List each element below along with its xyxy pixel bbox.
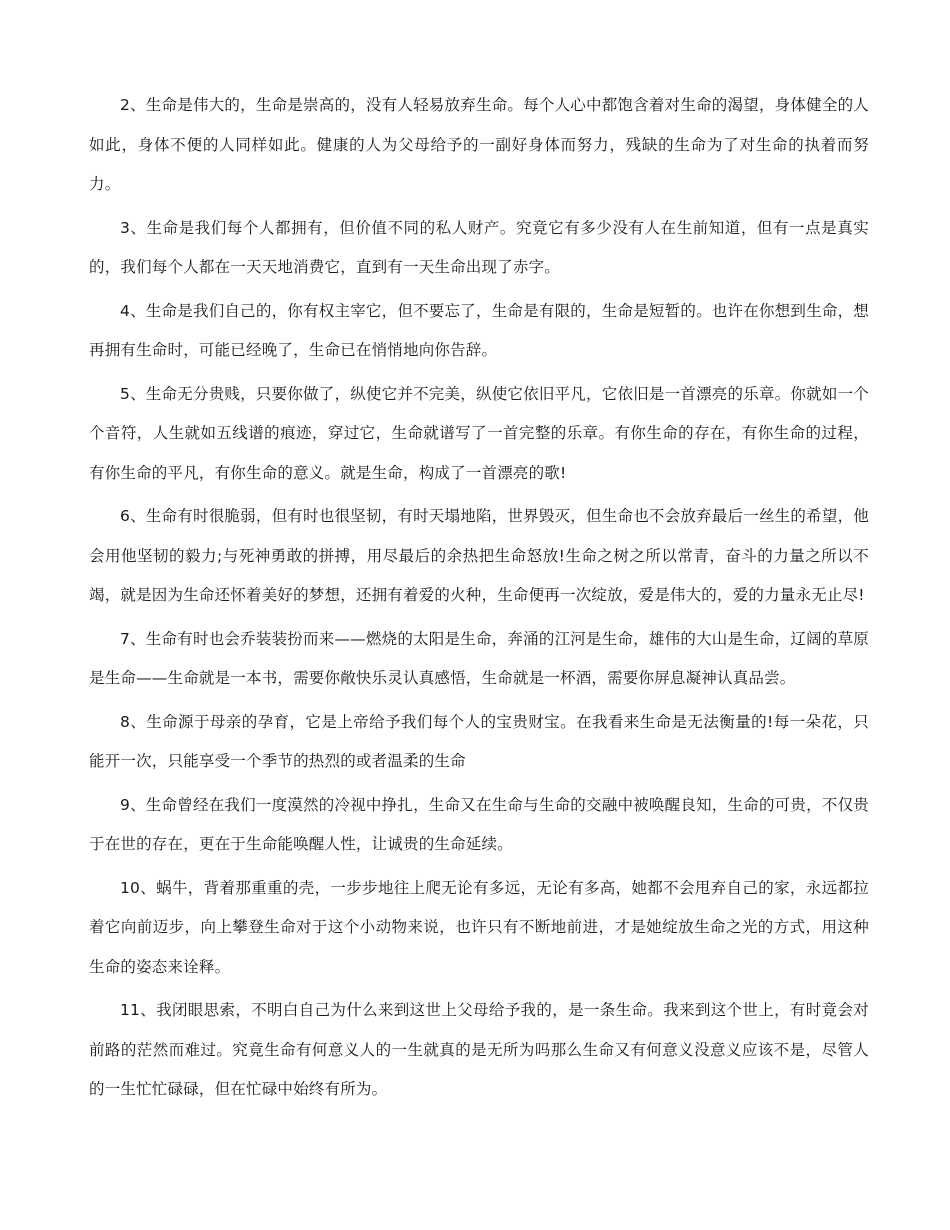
paragraph-11: 11、我闭眼思索，不明白自己为什么来到这世上父母给予我的，是一条生命。我来到这个世上，有时竟会对前路的茫然而难过。究竟生命有何意义人的一生就真的是无所为吗那么生命又有何意义没意义应该不是，尽管人的一生忙忙碌碌，但在忙碌中始终有所为。 <box>89 1001 869 1098</box>
paragraph-8: 8、生命源于母亲的孕育，它是上帝给予我们每个人的宝贵财宝。在我看来生命是无法衡量的!每一朵花，只能开一次，只能享受一个季节的热烈的或者温柔的生命 <box>89 712 869 770</box>
paragraph-4: 4、生命是我们自己的，你有权主宰它，但不要忘了，生命是有限的，生命是短暂的。也许在你想到生命，想再拥有生命时，可能已经晚了，生命已在悄悄地向你告辞。 <box>89 301 869 359</box>
paragraph-7: 7、生命有时也会乔装装扮而来——燃烧的太阳是生命，奔涌的江河是生命，雄伟的大山是生命，辽阔的草原是生命——生命就是一本书，需要你敞快乐灵认真感悟，生命就是一杯酒，需要你屏息凝神认真品尝。 <box>89 629 869 687</box>
paragraph-5: 5、生命无分贵贱，只要你做了，纵使它并不完美，纵使它依旧平凡，它依旧是一首漂亮的乐章。你就如一个个音符，人生就如五线谱的痕迹，穿过它，生命就谱写了一首完整的乐章。有你生命的存在，有你生命的过程，有你生命的平凡，有你生命的意义。就是生命，构成了一首漂亮的歌! <box>89 384 869 482</box>
paragraph-2: 2、生命是伟大的，生命是崇高的，没有人轻易放弃生命。每个人心中都饱含着对生命的渴望，身体健全的人如此，身体不便的人同样如此。健康的人为父母给予的一副好身体而努力，残缺的生命为了对生命的执着而努力。 <box>89 96 869 193</box>
paragraph-9: 9、生命曾经在我们一度漠然的冷视中挣扎，生命又在生命与生命的交融中被唤醒良知，生命的可贵，不仅贵于在世的存在，更在于生命能唤醒人性，让诚贵的生命延续。 <box>89 795 869 853</box>
paragraph-6: 6、生命有时很脆弱，但有时也很坚韧，有时天塌地陷，世界毁灭，但生命也不会放弃最后一丝生的希望，他会用他坚韧的毅力;与死神勇敢的拼搏，用尽最后的余热把生命怒放!生命之树之所以常青，奋斗的力量之所以不竭，就是因为生命还怀着美好的梦想，还拥有着爱的火种，生命便再一次绽放，爱是伟大的，爱的力量永无止尽! <box>89 507 869 604</box>
paragraph-10: 10、蜗牛，背着那重重的壳，一步步地往上爬无论有多远，无论有多高，她都不会甩弃自己的家，永远都拉着它向前迈步，向上攀登生命对于这个小动物来说，也许只有不断地前进，才是她绽放生命之光的方式，用这种生命的姿态来诠释。 <box>89 878 869 976</box>
document-body <box>89 86 869 1114</box>
paragraph-3: 3、生命是我们每个人都拥有，但价值不同的私人财产。究竟它有多少没有人在生前知道，但有一点是真实的，我们每个人都在一天天地消费它，直到有一天生命出现了赤字。 <box>89 218 869 276</box>
